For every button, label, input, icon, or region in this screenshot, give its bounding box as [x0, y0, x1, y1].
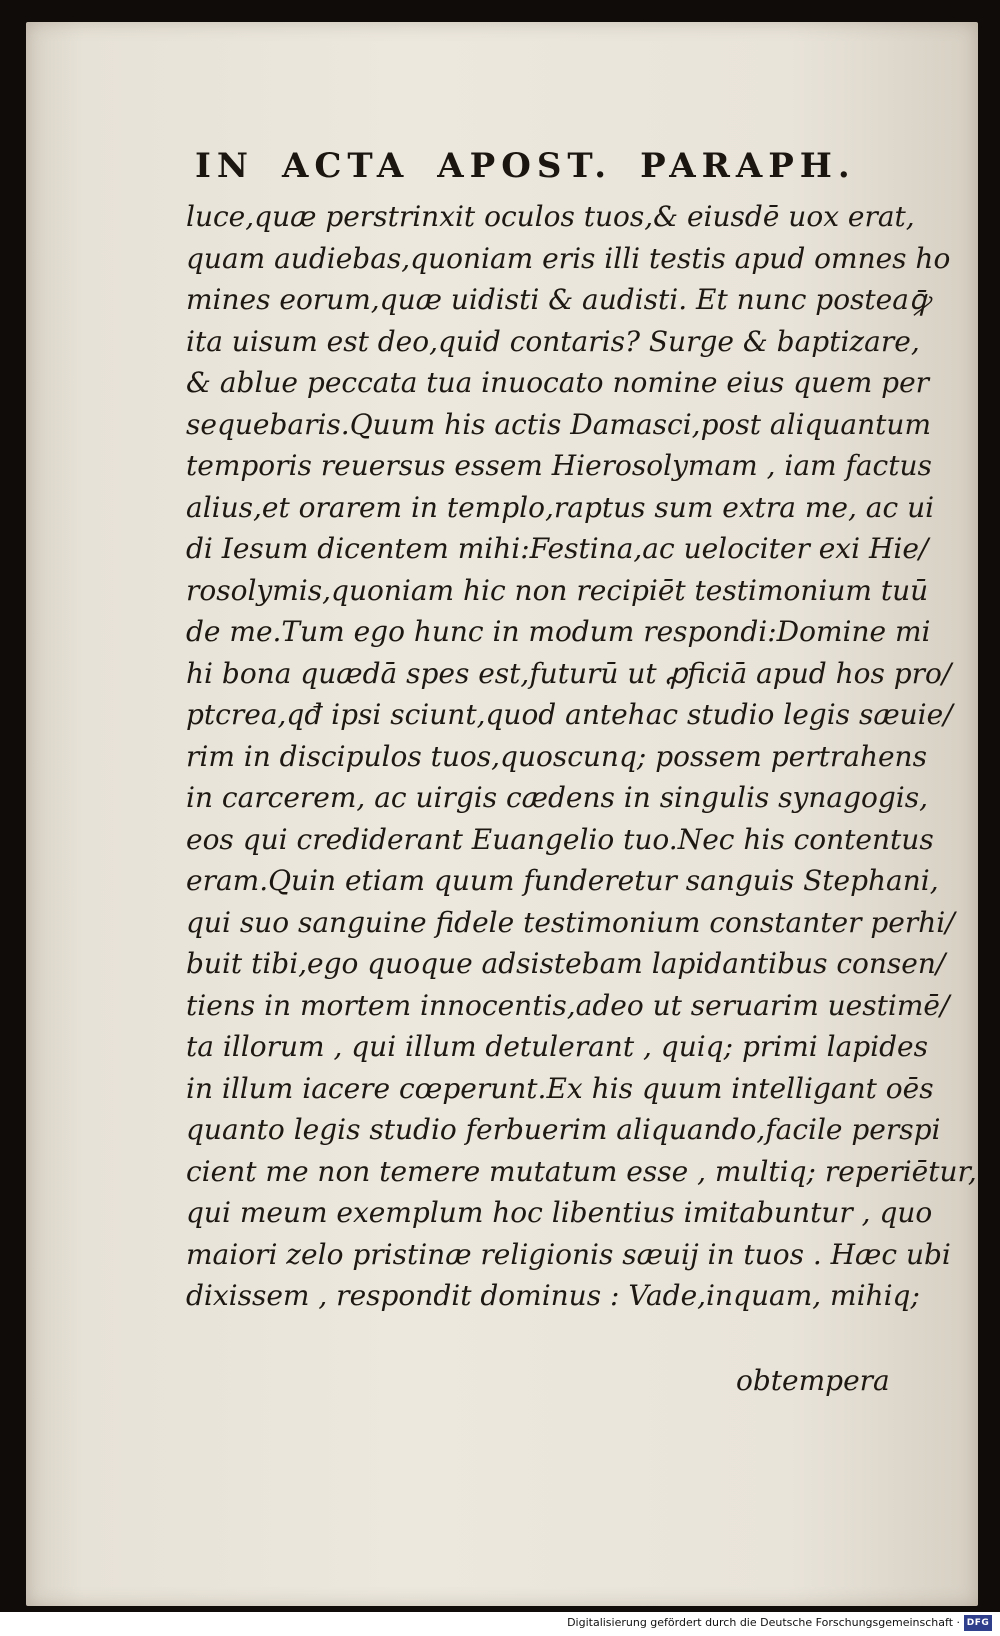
running-head — [195, 146, 875, 186]
text-line: temporis reuersus essem Hierosolymam , iam factus — [186, 449, 932, 482]
text-line: quanto legis studio ferbuerim aliquando,facile perspi — [186, 1113, 941, 1146]
text-line: ita uisum est deo,quid contaris? Surge & baptizare, — [186, 324, 920, 358]
text-line: de me.Tum ego hunc in modum respondi:Domine mi — [186, 615, 931, 648]
text-line: qui meum exemplum hoc libentius imitabuntur , quo — [186, 1196, 933, 1229]
running-head-word: PARAPH. — [640, 146, 856, 186]
text-line: eram.Quin etiam quum funderetur sanguis Stephani, — [186, 864, 939, 897]
running-head-word: APOST. — [437, 146, 613, 186]
text-line: hi bona quædā spes est,futurū ut ꝓficiā apud hos pro/ — [186, 656, 952, 690]
text-line: tiens in mortem innocentis,adeo ut seruarim uestimē/ — [186, 988, 950, 1022]
body-text — [186, 196, 977, 1317]
text-line: rim in discipulos tuos,quoscunq; possem pertrahens — [186, 739, 927, 773]
credit-bar — [0, 1612, 1000, 1636]
text-line: cient me non temere mutatum esse , multiq; reperiētur, — [186, 1154, 977, 1188]
text-line: maiori zelo pristinæ religionis sæuij in tuos . Hæc ubi — [186, 1237, 951, 1271]
text-line: mines eorum,quæ uidisti & audisti. Et nunc posteaꝙ̄ — [186, 283, 930, 316]
catchword: obtempera — [736, 1364, 890, 1397]
text-line: luce,quæ perstrinxit oculos tuos,& eiusdē uox erat, — [186, 200, 915, 233]
text-line: rosolymis,quoniam hic non recipiēt testimonium tuū — [186, 573, 929, 607]
text-line: sequebaris.Quum his actis Damasci,post aliquantum — [186, 407, 931, 441]
text-line: di Iesum dicentem mihi:Festina,ac uelociter exi Hie/ — [186, 532, 929, 565]
text-line: & ablue peccata tua inuocato nomine eius quem per — [186, 366, 930, 399]
text-line: qui suo sanguine fidele testimonium constanter perhi/ — [186, 905, 955, 939]
text-line: ta illorum , qui illum detulerant , quiq; primi lapides — [186, 1030, 928, 1063]
text-line: buit tibi,ego quoque adsistebam lapidantibus consen/ — [186, 947, 946, 980]
text-line: in illum iacere cœperunt.Ex his quum intelligant oēs — [186, 1071, 934, 1105]
text-line: eos qui crediderant Euangelio tuo.Nec his contentus — [186, 822, 934, 856]
text-line: ptcrea,qđ ipsi sciunt,quod antehac studio legis sæuie/ — [186, 698, 953, 731]
dfg-logo-icon: DFG — [964, 1615, 992, 1631]
running-head-word: ACTA — [281, 146, 410, 186]
text-line: in carcerem, ac uirgis cædens in singulis synagogis, — [186, 781, 929, 814]
text-line: quam audiebas,quoniam eris illi testis apud omnes ho — [186, 241, 951, 275]
text-line: dixissem , respondit dominus : Vade,inquam, mihiq; — [186, 1279, 920, 1312]
running-head-word: IN — [195, 146, 254, 186]
funding-credit: Digitalisierung gefördert durch die Deutsche Forschungsgemeinschaft · — [567, 1616, 960, 1629]
text-line: alius,et orarem in templo,raptus sum extra me, ac ui — [186, 490, 935, 524]
